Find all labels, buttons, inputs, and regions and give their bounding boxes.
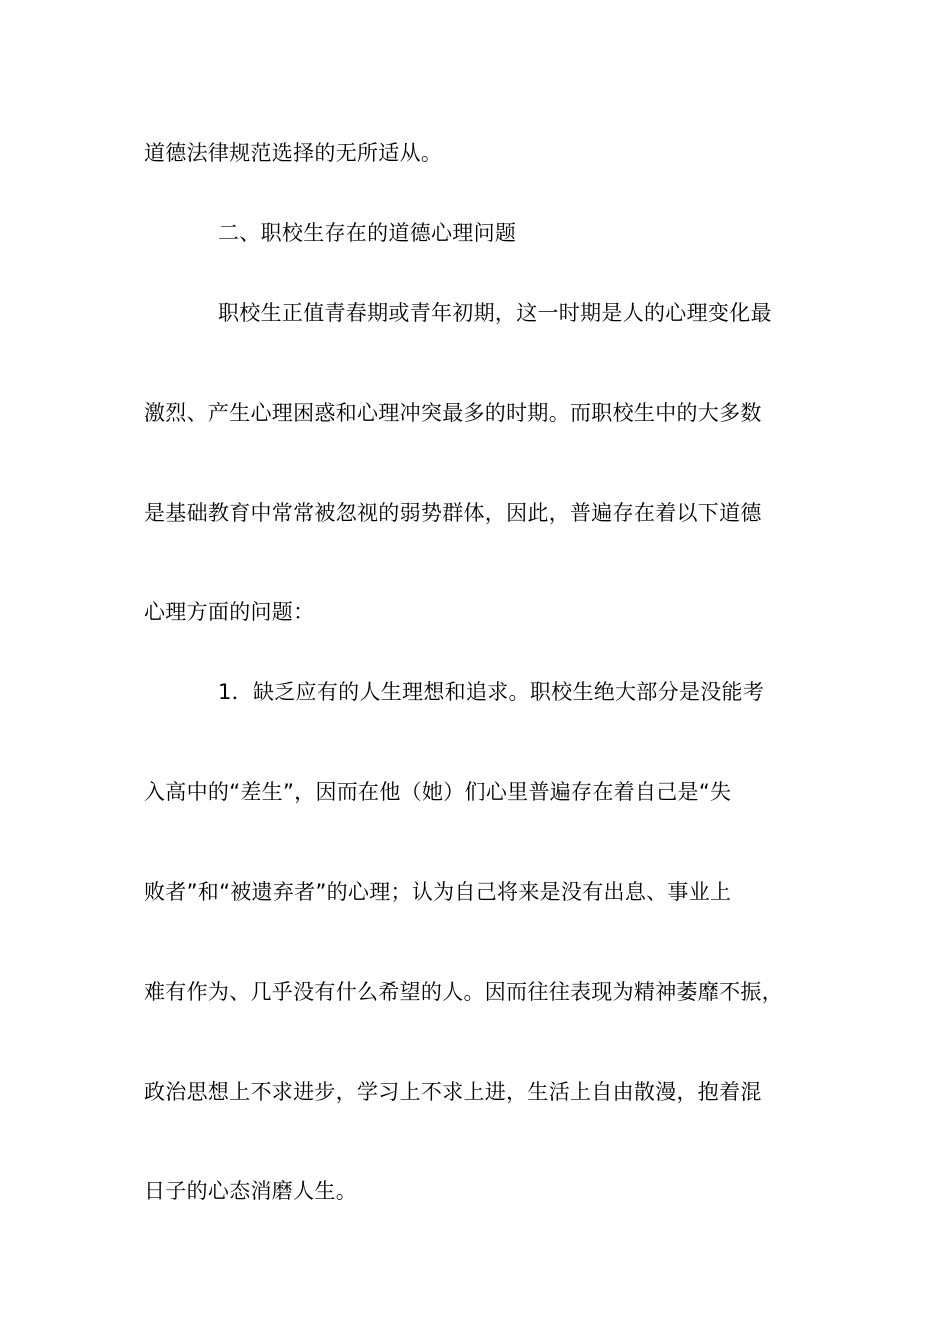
paragraph-line: 激烈、产生心理困惑和心理冲突最多的时期。而职校生中的大多数 (144, 401, 762, 425)
paragraph-line: 难有作为、几乎没有什么希望的人。因而往往表现为精神萎靡不振， (144, 980, 783, 1004)
paragraph-line: 职校生正值青春期或青年初期，这一时期是人的心理变化最 (218, 301, 772, 325)
paragraph-line: 心理方面的问题： (144, 600, 315, 624)
list-item-line: 1．缺乏应有的人生理想和追求。职校生绝大部分是没能考 (218, 680, 765, 704)
paragraph-line: 政治思想上不求进步，学习上不求上进，生活上自由散漫，抱着混 (144, 1080, 762, 1104)
paragraph-line: 是基础教育中常常被忽视的弱势群体，因此，普遍存在着以下道德 (144, 501, 762, 525)
paragraph-line: 道德法律规范选择的无所适从。 (144, 141, 443, 165)
paragraph-line: 日子的心态消磨人生。 (144, 1179, 357, 1203)
section-heading: 二、职校生存在的道德心理问题 (218, 221, 517, 245)
paragraph-line: 败者”和“被遗弃者”的心理；认为自己将来是没有出息、事业上 (144, 880, 732, 904)
paragraph-line: 入高中的“差生”，因而在他（她）们心里普遍存在着自己是“失 (144, 780, 732, 804)
